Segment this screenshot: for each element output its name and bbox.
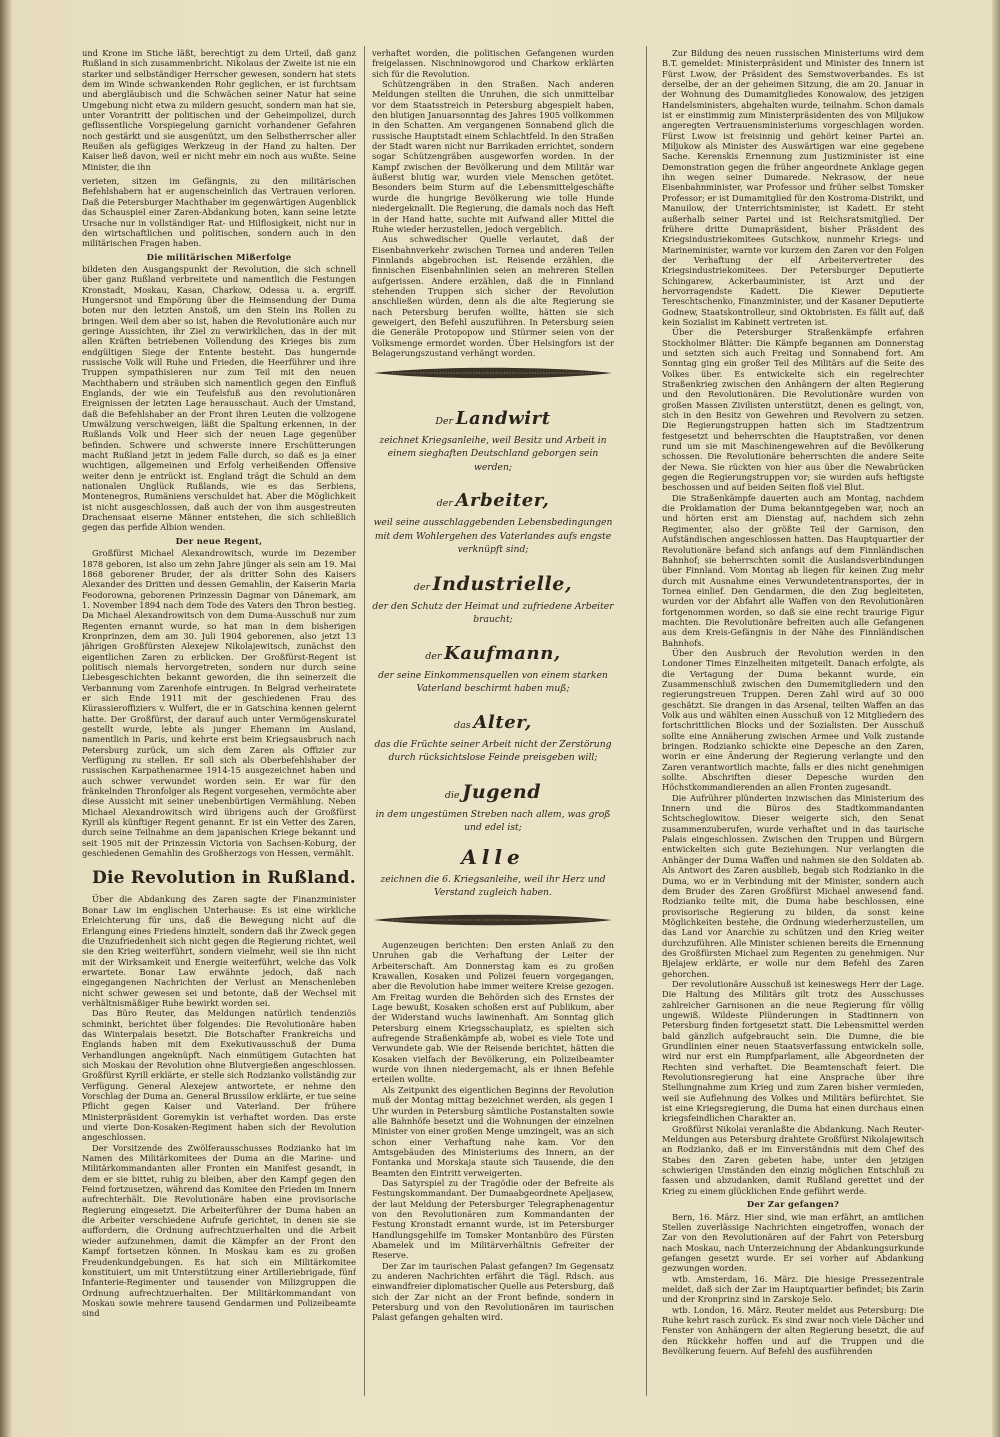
ad-article: der [413, 581, 431, 593]
ad-heading-arbeiter: Arbeiter, [455, 490, 550, 512]
column-3 [662, 48, 924, 1398]
ad-article: der [425, 650, 442, 662]
article-paragraph: Die Aufrührer plünderten inzwischen das Ministerium des Innern und die Büros des Stadtkommandanten Schtscheglowitow. Dieser weigerte sich, den Senat zusammenzuberufen, wurde verhaftet und in das taurische Palais eingeschlossen. Zwischen den Truppen und Bürgern entwickelten sich gute Beziehungen. Nur verlangten die Anhänger der Duma Waffen und nahmen sie den Soldaten ab. Als Antwort des Zaren ausblieb, begab sich Rodzianko in die Duma, wo er in Verbindung mit der Minister, sondern auch dem Bruder des Zaren Großfürst Michael anwesend fand. Rodzianko teilte mit, die Duma habe beschlossen, eine provisorische Regierung zu bilden, da sonst keine Möglichkeiten bestehe, die Ordnung wiederherzustellen, um das Land vor Anarchie zu schützen und den Krieg weiter durchzuführen. Alle Minister schienen bereits die Ernennung des Großfürsten Michael zum Regenten zu genehmigen. Nur Bjelajew erklärte, er wolle nur dem Befehl des Zaren gehorchen. [662, 792, 924, 979]
ad-heading-alter: Alter, [473, 711, 532, 733]
article-paragraph: Über den Ausbruch der Revolution werden in den Londoner Times Einzelheiten mitgeteilt. Danach erfolgte, als die Vertagung der Duma bekannt wurde, ein Zusammenschluß zwischen den Dumemitgliedern und den regierungstreuen Truppen. Deren Zahl wird auf 30 000 geschätzt. Sie drangen in das Arsenal, teilten Waffen an das Volk aus und wählten einen Ausschuß von 12 Mitgliedern des fortschrittlichen Blocks und der Sozialisten. Der Ausschuß sollte eine Annäherung zwischen Armee und Volk zustande bringen. Rodzianko schickte eine Depesche an den Zaren, worin er eine Änderung der Regierung verlangte und den Zaren verantwortlich machte, falls er dies nicht genehmigen sollte. Abschriften dieser Depesche wurden den Höchstkommandierenden an allen Fronten zugesandt. [662, 647, 924, 793]
article-paragraph: Großfürst Nikolai veranlaßte die Abdankung. Nach Reuter-Meldungen aus Petersburg drahtete Großfürst Nikolajewitsch an Rodzianko, daß er im Einverständnis mit dem Chef des Stabes den Zaren gebeten habe, unter den jetzigen schwierigen Umständen den einzig möglichen Entschluß zu fassen und abzudanken, damit Rußland gerettet und der Krieg zu einem glücklichen Ende geführt werde. [662, 1123, 924, 1196]
ad-text: in dem ungestümen Streben nach allem, was groß und edel ist; [375, 808, 611, 834]
page-edge [992, 0, 1000, 1437]
ad-heading-kaufmann: Kaufmann, [444, 642, 561, 664]
section-subheading: Der neue Regent, [175, 535, 263, 546]
article-paragraph: Aus schwedischer Quelle verlautet, daß der Eisenbahnverkehr zwischen Tornea und anderen Teilen Finnlands abgebrochen ist. Reisende erzählen, die finnischen Eisenbahnlinien seien an mehreren Stellen aufgerissen. Andere erzählen, daß die in Finnland stehenden Truppen sich sicher der Revolution anschließen würden, denn als die alte Regierung sie nach Petersburg berufen wollte, hätten sie sich geweigert, den Befehl auszuführen. In Petersburg seien die Generäle Protopopow und Stürmer seien von der Volksmenge ermordet worden. Über Helsingfors ist der Belagerungszustand verhängt worden. [372, 234, 614, 358]
article-paragraph: verhaftet worden, die politischen Gefangenen wurden freigelassen. Nischninowgorod und Charkow erklärten sich für die Revolution. [372, 48, 614, 79]
ad-text: das die Früchte seiner Arbeit nicht der Zerstörung durch rücksichtslose Feinde preisgeben will; [374, 738, 612, 764]
article-paragraph: wtb. London, 16. März. Reuter meldet aus Petersburg: Die Ruhe kehrt rasch zurück. Es sind zwar noch viele Dächer und Fenster von Anhängern der alten Regierung besetzt, die auf den Rückkehr hoffen und auf die Truppen und die Bevölkerung feuern. Auf Befehl des ausführenden [662, 1304, 924, 1356]
article-paragraph: Über die Petersburger Straßenkämpfe erfahren Stockholmer Blätter: Die Kämpfe begannen am Donnerstag und setzten sich auch Freitag und Sonnabend fort. Am Sonntag ging ein großer Teil des Militärs auf die Seite des Volkes über. Es entwickelte sich ein regelrechter Straßenkrieg zwischen den Anhängern der alten Regierung und den Revolutionären. Die Revolutionäre wurden von großen Massen Zivilisten unterstützt, denen es gelingt, von, sich in den Besitz von Gewehren und Revolvern zu setzen. Die Regierungstruppen hatten sich im Stadtzentrum festgesetzt und beherrschten die Hauptstraßen, vor denen rund um sie mit Maschinengewehren auf die Bevölkerung schossen. Die Revolutionäre beherrschten die andere Seite der Newa. Sie rückten von hier aus über die Newabrücken gegen die Regierungstruppen vor; sie wurden aufs heftigste beschossen und auf beiden Seiten floß viel Blut. [662, 327, 924, 493]
ad-heading-jugend: Jugend [462, 780, 542, 803]
column-2 [372, 48, 614, 1398]
page-fold-shadow [0, 0, 12, 1437]
ad-heading-industrielle: Industrielle, [432, 572, 573, 595]
article-paragraph: Über die Abdankung des Zaren sagte der Finanzminister Bonar Law im englischen Unterhause: Es ist eine wirkliche Erleichterung für uns, daß die Bewegung nicht auf die Erlangung eines Friedens hinzielt, sondern daß ihr Zweck gegen die Unzufriedenheit sich nicht gegen die Regierung richtet, weil sie den Krieg weiterführt, sondern vielmehr, weil sie ihn nicht mit der Wirksamkeit und Energie weiterführt, welche das Volk erwartete. Bonar Law erwähnte jedoch, daß nach eingegangenen Nachrichten der Verlust an Menschenleben nicht schwer gewesen sei und betonte, daß der Wechsel mit verhältnismäßiger Ruhe bewirkt worden sei. [82, 894, 356, 1008]
article-paragraph: Der Zar im taurischen Palast gefangen? Im Gegensatz zu anderen Nachrichten erfährt die Tägl. Rdsch. aus einwandfreier diplomatischer Quelle aus Petersburg, daß sich der Zar nicht an der Front befinde, sondern in Petersburg und von den Revolutionären im taurischen Palast gefangen gehalten wird. [372, 1260, 614, 1323]
article-paragraph: Großfürst Michael Alexandrowitsch, wurde im Dezember 1878 geboren, ist also um zehn Jahre jünger als sein am 19. Mai 1868 geborener Bruder, der als dritter Sohn des Kaisers Alexander des Dritten und dessen Gemahlin, der Kaiserin Maria Feodorowna, geborenen Prinzessin Dagmar von Dänemark, am 1. November 1894 nach dem Tode des Vaters den Thron bestieg. Da Michael Alexandrowitsch von dem Duma-Ausschuß nur zum Regenten ernannt wurde, so hat man in dem bisherigen Kronprinzen, dem am 30. Juli 1904 geborenen, also jetzt 13 jährigen Großfürsten Alexejew Nikolajewitsch, zunächst den eigentlichen Zaren zu erblicken. Der Großfürst-Regent ist politisch niemals hervorgetreten, sondern nur durch seine Liebesgeschichten bekannt geworden, die ihn seinerzeit die Verbannung vom Zarenhofe eintrugen. In Belgrad verheiratete er sich Ende 1911 mit der geschiedenen Frau des Kürassieroffiziers v. Wulfert, die er in Gatschina kennen gelernt hatte. Der Großfürst, der darauf auch unter Vermögenskuratel gestellt wurde, lebte als junger Ehemann im Ausland, namentlich in Paris, und kehrte erst beim Kriegsausbruch nach Petersburg zurück, um sich dem Zaren als Offizier zur Verfügung zu stellen. Er soll sich als Oberbefehlshaber der russischen Karpathenarmee 1914-15 ausgezeichnet haben und auch schwer verwundet worden sein. Er war für den fränkelnden Thronfolger als Regent vorgesehen, vermöchte aber diese Aussicht mit seiner unebenbürtigen Vermählung. Neben Michael Alexandrowitsch wird übrigens auch der Großfürst Kyrill als künftiger Regent genannt. Er ist ein Vetter des Zaren, durch seine Teilnahme an dem japanischen Kriege bekannt und seit 1905 mit der Prinzessin Victoria von Sachsen-Koburg, der geschiedenen Gemahlin des Großherzogs von Hessen, vermählt. [82, 548, 356, 859]
article-paragraph: verieten, sitzen im Gefängnis, zu den militärischen Befehlshabern hat er augenscheinlich das Vertrauen verloren. Daß die Petersburger Machthaber im gegenwärtigen Augenblick das Schauspiel einer Zaren-Abdankung boten, kann seine letzte Ursache nur in vollständiger Rat- und Hilflosigkeit, nicht nur in den wirtschaftlichen und politischen, sondern auch in den militärischen Fragen haben. [82, 176, 356, 249]
ornament-divider [372, 910, 614, 930]
ad-text: zeichnen die 6. Kriegsanleihe, weil ihr Herz und Verstand zugleich haben. [380, 873, 606, 899]
article-paragraph: Das Satyrspiel zu der Tragödie oder der Befreite als Festungskommandant. Der Dumaabgeordnete Apeljasew, der laut Meldung der Petersburger Telegraphenagentur von den Revolutionären zum Kommandanten der Festung Kronstadt ernannt wurde, ist im Petersburger Handlungsgehilfe im Tomsker Montanbüro des Fürsten Abamelek und im Militärverhältnis Gefreiter der Reserve. [372, 1177, 614, 1261]
article-paragraph: Augenzeugen berichten: Den ersten Anlaß zu den Unruhen gab die Verhaftung der Leiter der Arbeiterschaft. Am Donnerstag kam es zu großen Krawallen, Kosaken und Polizei feuern vorgegangen, aber die Revolution habe immer weitere Kreise gezogen. Am Freitag wurden die Behörden sich des Ernstes der Lage bewußt, Kosaken schoßen erst auf Publikum, aber der Widerstand wuchs lawinenhaft. Am Sonntag glich Petersburg einem Kriegsschauplatz, es spielten sich aufregende Straßenkämpfe ab, wobei es viele Tote und Verwundete gab. Wie der Reisende berichtet, hätten die Kosaken vielfach der Bevölkerung, ein Polizeibeamter wurde von ihnen niedergemacht, als er ihnen Befehle erteilen wollte. [372, 940, 614, 1085]
article-headline: Die Revolution in Rußland. [92, 868, 356, 889]
article-paragraph: und Krone im Stiche läßt, berechtigt zu dem Urteil, daß ganz Rußland in sich zusammenbricht. Nikolaus der Zweite ist nie ein starker und selbständiger Herrscher gewesen, sondern hat stets dem im Winde schwankenden Rohr geglichen, er ist furchtsam und abergläubisch und die Schwächen seiner Natur hat seine Umgebung nicht etwa zu mildern gesucht, sondern man hat sie, unter Vorantritt der politischen und der Geheimpolizei, durch geflissentliche Vorspiegelung garnicht vorhandener Gefahren noch gestärkt und sie ausgenützt, um den Selbstherrscher aller Reußen als gefügiges Werkzeug in der Hand zu halten. Der Kaiser ließ davon, weil er nicht mehr ein noch aus wußte. Seine Minister, die ihn [82, 48, 356, 172]
ad-heading-landwirt: Landwirt [455, 407, 551, 429]
article-paragraph: bildeten den Ausgangspunkt der Revolution, die sich schnell über ganz Rußland verbreitete und namentlich die Festungen Kronstadt, Moskau, Kasan, Charkow, Odessa u. a. ergriff. Hungersnot und Empörung über die Heimsendung der Duma boten nur den letzten Anstoß, um den Stein ins Rollen zu bringen. Weil dem aber so ist, haben die Revolutionäre auch nur geringe Aussichten, ihr Ziel zu verwirklichen, das in der mit allen Kräften betriebenen Vollendung des Krieges bis zum endgültigen Siege der Entente besteht. Das hungernde russische Volk will Ruhe und Frieden, die Heerführer und ihre Truppen sympathisieren nur zum Teil mit den neuen Machthabern und sträuben sich namentlich gegen den Einfluß Englands, der wie ein Teufelsfuß aus den revolutionären Ereignissen der letzten Lage herausschaut. Auch der Umstand, daß die Befehlshaber an der Front ihren Leuten die vollzogene Umwälzung verschweigen, läßt die Spaltung erkennen, in der Rußlands Volk und Heer sich der neuen Lage gegenüber befinden. Schwere und schwerste innere Erschütterungen macht Rußland jetzt in jedem Falle durch, so daß es ja einer wuchtigen, allgemeinen und Erfolg verheißenden Offensive weiter denn je entrückt ist. England trägt die Schuld an dem nationalen Unglück Rußlands, wie es das Serbiens, Montenegros, Rumäniens verschuldet hat. Aber die Möglichkeit ist nicht ausgeschlossen, daß auch der von ihm ausgestreuten Drachensaat eiserne Männer entstehen, die sich schließlich gegen das perfide Albion wenden. [82, 263, 356, 533]
ad-article: Der [435, 415, 454, 427]
ornament-divider [372, 363, 614, 383]
ad-text: der seine Einkommensquellen von einem starken Vaterland beschirmt haben muß; [378, 669, 608, 695]
section-subheading: Die militärischen Mißerfolge [146, 251, 292, 262]
article-paragraph: wtb. Amsterdam, 16. März. Die hiesige Pressezentrale meldet, daß sich der Zar im Hauptquartier befindet; bis Zarin und der Kronprinz sind in Zarskoje Selo. [662, 1273, 924, 1305]
article-paragraph: Das Büro Reuter, das Meldungen natürlich tendenziös schminkt, berichtet über folgendes: Die Revolutionäre haben das Winterpalais besetzt. Die Botschafter Frankreichs und Englands haben mit dem Exekutivausschuß der Duma Verhandlungen angeknüpft. Nach einmütigem Gutachten hat sich Moskau der Revolution ohne Blutvergießen angeschlossen. Großfürst Kyrill erklärte, er stelle sich Rodzianko vollständig zur Verfügung. General Alexejew antwortete, er nehme den Vorschlag der Duma an. General Brussilow erklärte, er tue seine Pflicht gegen Kaiser und Vaterland. Der frühere Ministerpräsident Goremykin ist verhaftet worden. Das erste und vierte Don-Kosaken-Regiment haben sich der Revolution angeschlossen. [82, 1008, 356, 1143]
ad-text: zeichnet Kriegsanleihe, weil Besitz und Arbeit in einem sieghaften Deutschland geborgen sein werden; [379, 434, 607, 473]
article-paragraph: Die Straßenkämpfe dauerten auch am Montag, nachdem die Proklamation der Duma bekanntgegeben war, noch an und hörten erst am Dienstag auf, nachdem sich zehn Regimenter, also der größte Teil der Garnison, den Aufständischen angeschlossen hatten. Das Hauptquartier der Revolutionäre befand sich anfangs auf dem Finnländischen Bahnhof; sie beherrschten somit die Auslandsverbindungen über Finnland. Vom Montag ab liegen für keinen Zug mehr durch mit Ausnahme eines Verwundetentransportes, der in Tornea einlief. Den Gendarmen, die den Zug begleiteten, wurden vor der Abfahrt alle Waffen von den Revolutionären fortgenommen worden, so daß sie eine recht traurige Figur machten. Die Revolutionäre befreiten auch alle Gefangenen aus dem Kreis-Gefängnis in der Nähe des Finnländischen Bahnhofs. [662, 492, 924, 648]
section-subheading: Der Zar gefangen? [746, 1199, 840, 1210]
ad-heading-alle: Alle [461, 844, 525, 869]
article-paragraph: Der Vorsitzende des Zwölferausschusses Rodzianko hat im Namen des Militärkomitees der Duma an die Marine- und Militärkommandanten aller Fronten ein Manifest gesandt, in dem er sie bittet, ruhig zu bleiben, aber den Kampf gegen den Feind fortzusetzen, während das Komitee den Frieden im Innern aufrechterhält. Die Revolutionäre haben eine provisorische Regierung eingesetzt. Die Arbeiterführer der Duma haben an die Arbeiter verschiedene Aufrufe gerichtet, in denen sie sie auffordern, die Ordnung aufrechtzuerhalten und die Arbeit wieder aufzunehmen, damit die Kämpfer an der Front den Kampf fortsetzen können. In Moskau kam es zu großen Freudenkundgebungen. Es hat sich ein Militärkomitee konstituiert, um mit Unterstützung einer Artilleriebrigade, fünf Infanterie-Regimenter und tausender von Milizgruppen die Ordnung aufrechtzuerhalten. Der Militärkommandant von Moskau sowie mehrere tausend Gendarmen und Polizeibeamte sind [82, 1142, 356, 1319]
article-paragraph: Schützengräben in den Straßen. Nach anderen Meldungen stellten die Unruhen, die sich unmittelbar vor dem Staatsstreich in Petersburg abgespielt haben, den blutigen Januarsonntag des Jahres 1905 vollkommen in den Schatten. Am vergangenen Sonnabend glich die russische Hauptstadt einem Schlachtfeld. In den Straßen der Stadt waren nicht nur Barrikaden errichtet, sondern sogar Schützengräben ausgeworfen worden. In der Kampf zwischen der Bevölkerung und dem Militär war äußerst blutig war, wurden viele Menschen getötet. Besonders beim Sturm auf die Lebensmittelgeschäfte wurde die hungrige Bevölkerung wie tolle Hunde niedergeknallt. Die Regierung, die damals noch das Heft in der Hand hatte, suchte mit Aufwand aller Mittel die Ruhe wieder herzustellen, jedoch vergeblich. [372, 79, 614, 234]
ad-article: die [444, 789, 460, 801]
ad-text: der den Schutz der Heimat und zufriedene Arbeiter braucht; [372, 600, 614, 626]
column-1 [82, 48, 356, 1388]
column-rule-right [646, 46, 647, 1396]
article-paragraph: Zur Bildung des neuen russischen Ministeriums wird dem B.T. gemeldet: Ministerpräsident und Minister des Innern ist Fürst Lwow, der Präsident des Semstwoverbandes. Es ist derselbe, der an der geheimen Sitzung, die am 20. Januar in der Wohnung des Dumamitgliedes Konowalow, des jetzigen Handelsministers, abgehalten wurde, teilnahm. Schon damals ist er einstimmig zum Ministerpräsidenten des von Miljukow angeregten Vertrauensministeriums vorgeschlagen worden. Fürst Lwow ist freisinnig und gehört keiner Partei an. Miljukow als Minister des Auswärtigen war eine gegebene Sache. Kerenskis Ernennung zum Justizminister ist eine Demonstration gegen die früher angeordnete Anklage gegen ihn wegen seiner Dumarede. Nekrasow, der neue Eisenbahnminister, war Professor und früher selbst Tomsker Professor; er ist Dumamitglied für den Kostroma-Distrikt, und Manuilow, der Unterrichtsminister, ist Kadett. Er steht außerhalb seiner Partei und ist Reichsratsmitglied. Der frühere dritte Dumapräsident, bisher Präsident des Kriegsindustriekomitees Gutschkow, nunmehr Kriegs- und Marineminister, warnte vor kurzem den Zaren vor den Folgen der Verhaftung der elf Arbeitervertreter des Kriegsindustriekomitees. Der Petersburger Deputierte Schingarew, Ackerbauminister, ist Arzt und der hervorragendste Kadett. Die Kiewer Deputierte Tereschtschenko, Finanzminister, und der Kasaner Deputierte Godnew, Staatskontrolleur, sind Oktobristen. Es fällt auf, daß kein Sozialist im Kabinett vertreten ist. [662, 48, 924, 327]
ad-article: das [454, 719, 471, 731]
article-paragraph: Der revolutionäre Ausschuß ist keineswegs Herr der Lage. Die Haltung des Militärs gilt trotz des Ausschusses zahlreicher Garnisonen an die neue Regierung für völlig ungewiß. Wildeste Plünderungen in Stadtinnern von Petersburg finden fortgesetzt statt. Die Lebensmittel werden bald gänzlich aufgebraucht sein. Die Dumne, die bie Grundlinien einer neuen Staatsverfassung entwickeln solle, wird nur erst ein Rumpfparlament, alle Abgeordneten der Rechten sind verhaftet. Die Beamtenschaft feiert. Die Revolutionsregierung hat eine Ansprache über ihre Stellungnahme zum Krieg und zum Zaren bisher vermieden, weil sie Auflehnung des Volkes und Militärs befürchtet. Sie ist eine Kriegsregierung, die Duma hat einen durchaus einen kriegsfeindlichen Charakter an. [662, 978, 924, 1124]
war-bond-advertisement [372, 398, 614, 900]
column-rule-left [364, 46, 365, 1396]
ad-article: der [436, 498, 453, 510]
article-paragraph: Bern, 16. März. Hier sind, wie man erfährt, an amtlichen Stellen zuverlässige Nachrichten eingetroffen, wonach der Zar von den Revolutionären auf der Fahrt von Petersburg nach Moskau, nach Unterzeichnung der Abdankungsurkunde gefangen gesetzt wurde. Er sei vorher auf Abdankung gezwungen worden. [662, 1211, 924, 1274]
ad-text: weil seine ausschlaggebenden Lebensbedingungen mit dem Wohlergehen des Vaterlandes aufs engste verknüpft sind; [373, 517, 613, 556]
article-paragraph: Als Zeitpunkt des eigentlichen Beginns der Revolution muß der Montag mittag bezeichnet werden, als gegen 1 Uhr wurden in Petersburg sämtliche Postanstalten sowie alle Bahnhöfe besetzt und die Wohnungen der einzelnen Minister von einer großen Menge umzingelt, was an sich schon einer Verhaftung nahe kam. Vor den Amtsgebäuden des Ministeriums des Innern, an der Fontanka und Morskaja staute sich Tausende, die den Beamten den Eintritt verweigerten. [372, 1084, 614, 1178]
